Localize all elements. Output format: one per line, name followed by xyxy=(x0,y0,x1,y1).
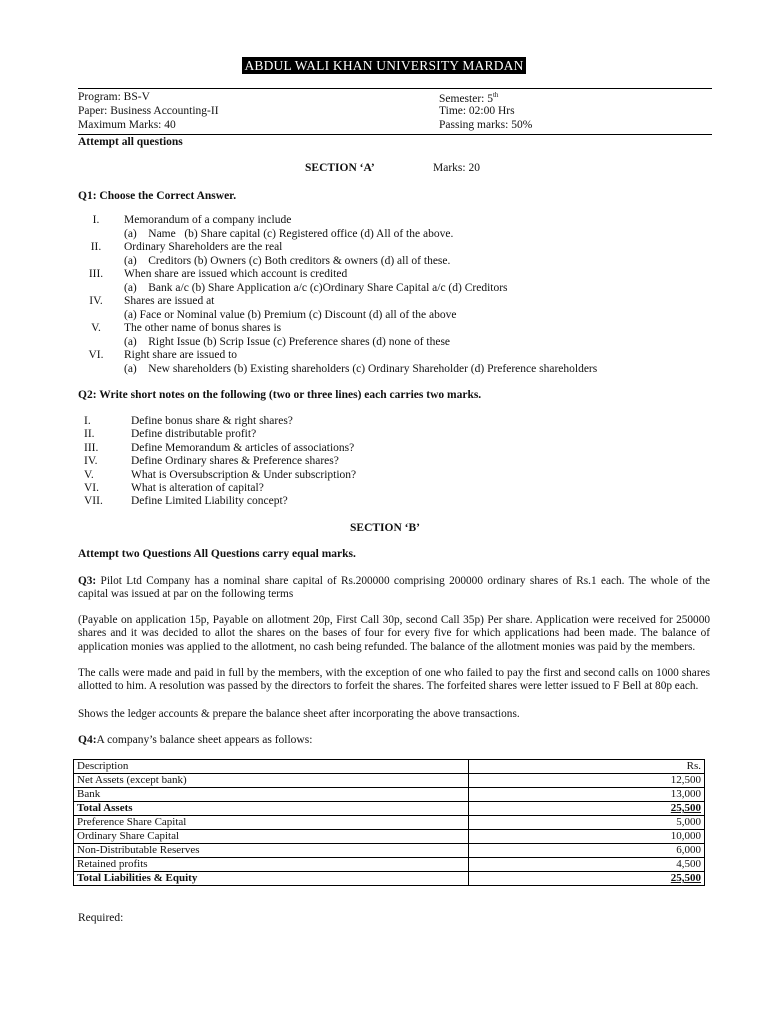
q2-item-number: IV. xyxy=(84,455,98,468)
required-label: Required: xyxy=(78,912,124,924)
table-row xyxy=(74,802,705,816)
q4-intro: Q4:A company’s balance sheet appears as follows: xyxy=(78,734,313,746)
q1-item-question: Ordinary Shareholders are the real xyxy=(124,241,283,253)
q1-item-question: Memorandum of a company include xyxy=(124,214,292,226)
q1-item-number: VI. xyxy=(88,349,104,361)
time-label: Time: 02:00 Hrs xyxy=(439,105,515,117)
q2-item-number: V. xyxy=(84,468,94,481)
table-row xyxy=(74,816,705,830)
semester-sup: th xyxy=(492,91,499,99)
q2-item-number: VII. xyxy=(84,495,103,508)
header-rule-bottom xyxy=(78,134,712,135)
section-b-title: SECTION ‘B’ xyxy=(350,522,420,534)
table-cell-amt: 6,000 xyxy=(469,844,705,858)
table-cell-amt: 5,000 xyxy=(469,816,705,830)
passing-marks-label: Passing marks: 50% xyxy=(439,119,533,131)
q1-item-number: III. xyxy=(88,268,104,280)
table-cell-desc: Total Liabilities & Equity xyxy=(74,872,469,886)
table-cell-desc: Preference Share Capital xyxy=(74,816,469,830)
q3-paragraph-1: Q3: Pilot Ltd Company has a nominal share capital of Rs.200000 comprising 200000 ordinary shares of Rs.1 each. The whole of the capital was issued at par on the following terms xyxy=(78,575,710,601)
paper-label: Paper: Business Accounting-II xyxy=(78,105,219,117)
table-cell-desc: Bank xyxy=(74,788,469,802)
table-cell-desc: Total Assets xyxy=(74,802,469,816)
table-cell-desc: Retained profits xyxy=(74,858,469,872)
q1-title: Q1: Choose the Correct Answer. xyxy=(78,190,237,202)
q2-item-text: What is alteration of capital? xyxy=(131,482,264,494)
q1-item-options: (a) New shareholders (b) Existing shareholders (c) Ordinary Shareholder (d) Preference shareholders xyxy=(124,363,598,375)
balance-sheet-table xyxy=(73,759,705,886)
q1-item-number: IV. xyxy=(89,295,103,307)
table-cell-amt: 13,000 xyxy=(469,788,705,802)
table-row xyxy=(74,788,705,802)
table-cell-amt: 12,500 xyxy=(469,774,705,788)
table-cell-amt: 25,500 xyxy=(469,802,705,816)
program-label: Program: BS-V xyxy=(78,91,150,103)
table-row xyxy=(74,872,705,886)
q1-item-number: I. xyxy=(92,214,100,226)
q1-item-options: (a) Bank a/c (b) Share Application a/c (c)Ordinary Share Capital a/c (d) Creditors xyxy=(124,282,508,294)
q2-item-text: Define Memorandum & articles of associations? xyxy=(131,441,355,454)
q1-item-number: V. xyxy=(91,322,101,334)
q2-item-text: Define Ordinary shares & Preference shares? xyxy=(131,455,339,468)
q2-item-text: What is Oversubscription & Under subscription? xyxy=(131,468,357,481)
q2-item-number: VI. xyxy=(84,482,100,494)
section-a-title: SECTION ‘A’ xyxy=(305,162,375,174)
table-header-desc: Description xyxy=(74,760,469,774)
university-title: ABDUL WALI KHAN UNIVERSITY MARDAN xyxy=(244,58,524,73)
q2-title: Q2: Write short notes on the following (two or three lines) each carries two marks. xyxy=(78,389,482,401)
q1-item-question: When share are issued which account is credited xyxy=(124,268,348,280)
section-b-attempt: Attempt two Questions All Questions carry equal marks. xyxy=(78,548,356,560)
semester-label: Semester: 5th xyxy=(439,91,499,105)
table-cell-amt: 4,500 xyxy=(469,858,705,872)
table-row xyxy=(74,844,705,858)
q1-item-options: (a) Creditors (b) Owners (c) Both creditors & owners (d) all of these. xyxy=(124,255,451,267)
q2-item-number: III. xyxy=(84,441,99,454)
table-header-amt: Rs. xyxy=(469,760,705,774)
section-a-marks: Marks: 20 xyxy=(433,162,480,174)
table-cell-desc: Non-Distributable Reserves xyxy=(74,844,469,858)
table-cell-amt: 10,000 xyxy=(469,830,705,844)
q1-item-options: (a) Name (b) Share capital (c) Registered office (d) All of the above. xyxy=(124,228,454,240)
max-marks-label: Maximum Marks: 40 xyxy=(78,119,176,131)
q3-paragraph-3: The calls were made and paid in full by the members, with the exception of one who failed to pay the first and second calls on 1000 shares allotted to him. A resolution was passed by the directors to forfeit the shares. The forfeited shares were letter issued to F Bell at 80p each. xyxy=(78,667,710,693)
q2-item-number: I. xyxy=(84,415,91,427)
q1-item-question: Right share are issued to xyxy=(124,349,238,361)
q2-item-text: Define bonus share & right shares? xyxy=(131,415,293,427)
q2-item-number: II. xyxy=(84,428,95,441)
q3-paragraph-2: (Payable on application 15p, Payable on allotment 20p, First Call 30p, second Call 35p) Per share. Application were received for 250000 shares and it was decided to allot the shares on the bases of four for every five for which applications had been made. The balance of application monies was applied to the allotment, no cash being refunded. The balance of the allotment monies was paid by the members. xyxy=(78,614,710,653)
header-rule xyxy=(78,88,712,89)
q1-item-question: Shares are issued at xyxy=(124,295,215,307)
q1-item-question: The other name of bonus shares is xyxy=(124,322,282,334)
q1-item-number: II. xyxy=(90,241,102,253)
table-cell-desc: Net Assets (except bank) xyxy=(74,774,469,788)
q2-item-text: Define Limited Liability concept? xyxy=(131,495,288,508)
table-row xyxy=(74,830,705,844)
table-cell-amt: 25,500 xyxy=(469,872,705,886)
table-cell-desc: Ordinary Share Capital xyxy=(74,830,469,844)
table-row xyxy=(74,774,705,788)
table-header-row xyxy=(74,760,705,774)
q1-item-options: (a) Face or Nominal value (b) Premium (c) Discount (d) all of the above xyxy=(124,309,457,321)
table-row xyxy=(74,858,705,872)
q1-item-options: (a) Right Issue (b) Scrip Issue (c) Preference shares (d) none of these xyxy=(124,336,451,348)
q3-paragraph-4: Shows the ledger accounts & prepare the balance sheet after incorporating the above transactions. xyxy=(78,708,520,720)
attempt-all-label: Attempt all questions xyxy=(78,136,183,148)
q2-item-text: Define distributable profit? xyxy=(131,428,257,441)
